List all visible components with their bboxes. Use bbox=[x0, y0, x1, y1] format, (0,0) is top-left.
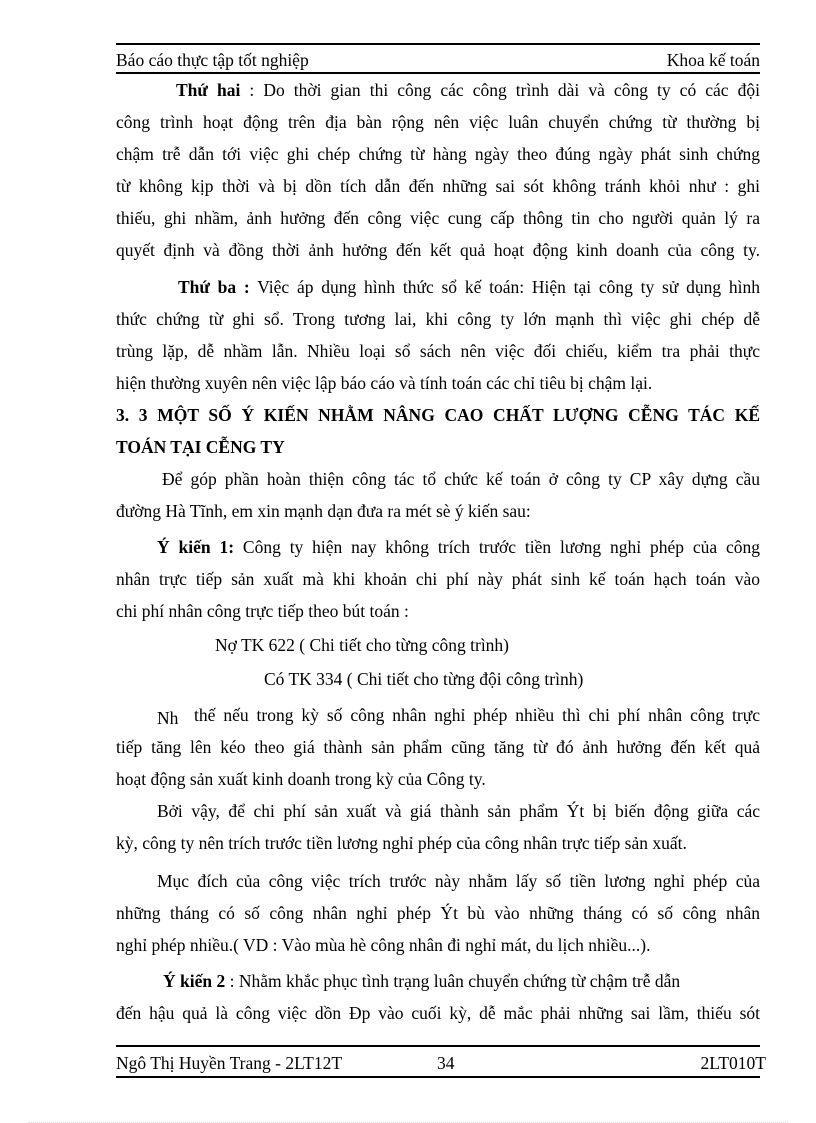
para-boi-vay-line-1: Bởi vậy, để chi phí sản xuất và giá thành sản phẩm Ýt bị biến động giữa các bbox=[157, 801, 760, 821]
section-heading-line-1: 3. 3 MỘT SỐ Ý KIẾN NHẰM NÂNG CAO CHẤT LƯỢNG CỄNG TÁC KẾ bbox=[116, 405, 760, 425]
para-thu-hai-line-2: công trình hoạt động trên địa bàn rộng nên việc luân chuyển chứng từ thường bị bbox=[116, 112, 760, 132]
y-kien-1-line-3: chi phí nhân công trực tiếp theo bút toán : bbox=[116, 601, 409, 621]
footer-author: Ngô Thị Huyền Trang - 2LT12T bbox=[116, 1053, 343, 1073]
para-thu-hai-line-3: chậm trễ dẫn tới việc ghi chép chứng từ hàng ngày theo đúng ngày phát sinh chứng bbox=[116, 144, 760, 164]
para-nh-prefix: Nh bbox=[157, 708, 179, 728]
footer-bottom-rule bbox=[116, 1076, 760, 1078]
footer-page-number: 34 bbox=[437, 1053, 455, 1073]
thu-hai-label: Thứ hai bbox=[176, 80, 241, 100]
para-thu-ba-line-3: trùng lặp, dễ nhầm lẫn. Nhiều loại sổ sách nên việc đối chiếu, kiểm tra phải thực bbox=[116, 341, 760, 361]
para-thu-hai-line-6: quyết định và đồng thời ảnh hưởng đến kết quả hoạt động kinh doanh của công ty. bbox=[116, 240, 760, 260]
y-kien-2-line-1: Ý kiến 2 : Nhằm khắc phục tình trạng luân chuyển chứng từ chậm trễ dẫn bbox=[163, 971, 681, 991]
y-kien-1-label: Ý kiến 1: bbox=[157, 537, 235, 557]
entry-credit: Có TK 334 ( Chi tiết cho từng đội công trình) bbox=[264, 669, 584, 689]
header-right-text: Khoa kế toán bbox=[666, 50, 760, 70]
para-muc-dich-line-1: Mục đích của công việc trích trước này nhằm lấy số tiền lương nghỉ phép của bbox=[157, 871, 760, 891]
para-thu-ba-line-4: hiện thường xuyên nên việc lập báo cáo và tính toán các chỉ tiêu bị chậm lại. bbox=[116, 373, 653, 393]
para-muc-dich-line-3: nghỉ phép nhiều.( VD : Vào mùa hè công nhân đi nghỉ mát, du lịch nhiều...). bbox=[116, 935, 651, 955]
para-thu-hai-line-1: Thứ hai : Do thời gian thi công các công trình dài và công ty có các đội bbox=[176, 80, 760, 100]
y-kien-2-line-2: đến hậu quả là công việc dồn Đp vào cuối kỳ, dễ mắc phải những sai lầm, thiếu sót bbox=[116, 1003, 760, 1023]
y-kien-2-label: Ý kiến 2 bbox=[163, 971, 226, 991]
para-thu-ba-line-2: thức chứng từ ghi sổ. Trong tương lai, khi công ty lớn mạnh thì việc ghi chép dễ bbox=[116, 309, 760, 329]
footer-code: 2LT010T bbox=[700, 1053, 766, 1073]
header-top-rule bbox=[116, 43, 760, 45]
para-nh-line-1: thế nếu trong kỳ số công nhân nghỉ phép nhiều thì chi phí nhân công trực bbox=[194, 705, 760, 725]
y-kien-1-line-2: nhân trực tiếp sản xuất mà khi khoản chi phí này phát sinh kế toán hạch toán vào bbox=[116, 569, 760, 589]
thu-ba-label: Thứ ba : bbox=[178, 277, 250, 297]
intro-line-2: đường Hà Tĩnh, em xin mạnh dạn đưa ra mét sè ý kiến sau: bbox=[116, 501, 531, 521]
para-boi-vay-line-2: kỳ, công ty nên trích trước tiền lương nghỉ phép của công nhân trực tiếp sản xuất. bbox=[116, 833, 687, 853]
para-thu-ba-line-1: Thứ ba : Việc áp dụng hình thức sổ kế toán: Hiện tại công ty sử dụng hình bbox=[178, 277, 760, 297]
para-nh-line-2: tiếp tăng lên kéo theo giá thành sản phẩm cũng tăng từ đó ảnh hưởng đến kết quả bbox=[116, 737, 760, 757]
entry-debit: Nợ TK 622 ( Chi tiết cho từng công trình) bbox=[215, 635, 510, 655]
para-thu-hai-line-4: từ không kịp thời và bị dồn tích dẫn đến những sai sót không tránh khỏi như : ghi bbox=[116, 176, 760, 196]
para-thu-hai-line-5: thiếu, ghi nhầm, ảnh hưởng đến công việc cung cấp thông tin cho người quản lý ra bbox=[116, 208, 760, 228]
para-nh-line-3: hoạt động sản xuất kinh doanh trong kỳ của Công ty. bbox=[116, 769, 486, 789]
y-kien-1-line-1: Ý kiến 1: Công ty hiện nay không trích trước tiền lương nghỉ phép của công bbox=[157, 537, 760, 557]
footer-top-rule bbox=[116, 1045, 760, 1047]
para-muc-dich-line-2: những tháng có số công nhân nghỉ phép Ýt bù vào những tháng có số công nhân bbox=[116, 903, 760, 923]
intro-line-1: Để góp phần hoàn thiện công tác tổ chức kế toán ở công ty CP xây dựng cầu bbox=[162, 469, 760, 489]
section-heading-line-2: TOÁN TẠI CỄNG TY bbox=[116, 437, 285, 457]
header-left-text: Báo cáo thực tập tốt nghiệp bbox=[116, 50, 309, 70]
header-bottom-rule bbox=[116, 72, 760, 74]
